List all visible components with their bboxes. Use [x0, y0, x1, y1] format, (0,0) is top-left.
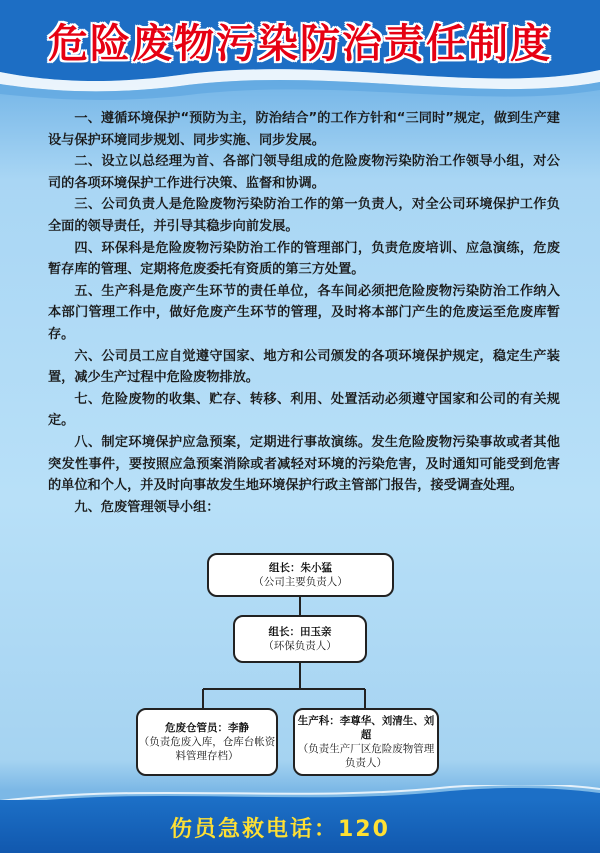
- org-env-leader-title: 组长：田玉亲: [268, 626, 332, 638]
- clause-2: 二、设立以总经理为首、各部门领导组成的危险废物污染防治工作领导小组，对公司的各项环境保护工作进行决策、监督和协调。: [48, 154, 560, 191]
- clause-9: 九、危废管理领导小组：: [74, 499, 220, 515]
- clause-6: 六、公司员工应自觉遵守国家、地方和公司颁发的各项环境保护规定，稳定生产装置，减少生产过程中危险废物排放。: [48, 348, 560, 386]
- org-production-role: （负责生产厂区危险废物管理负责人）: [297, 743, 435, 769]
- clause-5: 五、生产科是危废产生环节的责任单位，各车间必须把危险废物污染防治工作纳入本部门管理工作中，做好危废产生环节的管理，及时将本部门产生的危废运至危废库暂存。: [48, 283, 560, 342]
- clause-3: 三、公司负责人是危险废物污染防治工作的第一负责人，对全公司环境保护工作负全面的领导责任，并引导其稳步向前发展。: [48, 197, 560, 234]
- org-chart: [0, 545, 600, 785]
- page-title: 危险废物污染防治责任制度: [48, 21, 552, 67]
- org-warehouse-keeper-title: 危废仓管员：李静: [165, 722, 249, 734]
- clause-7: 七、危险废物的收集、贮存、转移、利用、处置活动必须遵守国家和公司的有关规定。: [48, 391, 560, 429]
- clause-8: 八、制定环境保护应急预案，定期进行事故演练。发生危险废物污染事故或者其他突发性事件，要按照应急预案消除或者减轻对环境的污染危害，及时通知可能受到危害的单位和个人，并及时向事故发生地环境保护行政主管部门报告，接受调查处理。: [48, 434, 560, 494]
- org-leader-role: （公司主要负责人）: [253, 576, 348, 588]
- org-production-title: 生产科：李尊华、刘清生、刘超: [297, 715, 435, 741]
- emergency-hotline: 伤员急救电话：120: [170, 817, 390, 842]
- org-warehouse-keeper-role: （负责危废入库，仓库台帐资料管理存档）: [138, 736, 276, 762]
- header-banner: [0, 0, 600, 110]
- org-env-leader-role: （环保负责人）: [263, 640, 337, 652]
- clause-1: 一、遵循环境保护“预防为主，防治结合”的工作方针和“三同时”规定，做到生产建设与保护环境同步规划、同步实施、同步发展。: [48, 111, 560, 148]
- regulation-body: [48, 108, 560, 518]
- org-box-warehouse-keeper: [136, 708, 278, 776]
- org-box-leader: [207, 553, 394, 597]
- org-box-production: [293, 708, 439, 776]
- org-leader-title: 组长：朱小猛: [269, 562, 332, 574]
- org-box-env-leader: [233, 615, 367, 663]
- clause-4: 四、环保科是危险废物污染防治工作的管理部门，负责危废培训、应急演练，危废暂存库的管理、定期将危废委托有资质的第三方处置。: [48, 240, 560, 278]
